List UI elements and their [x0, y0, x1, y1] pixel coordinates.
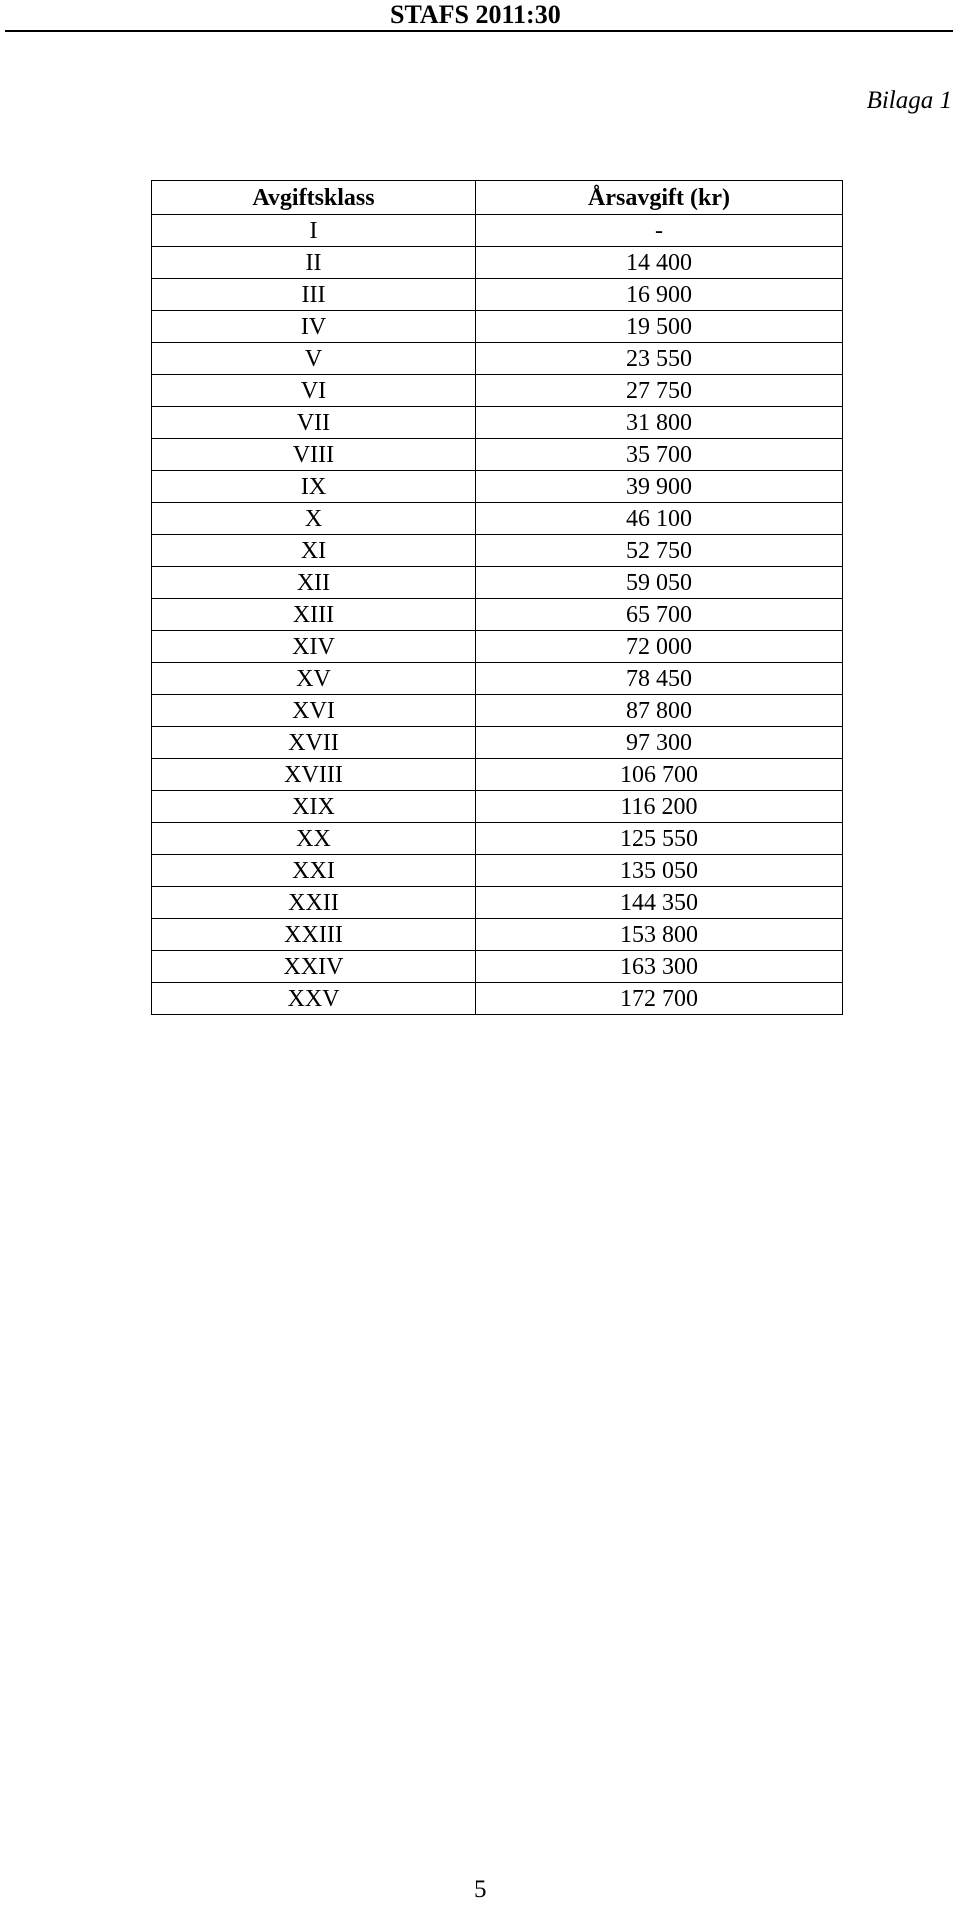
fee-class-cell: X	[152, 503, 476, 535]
table-row	[152, 983, 843, 1015]
annual-fee-cell: 106 700	[476, 759, 843, 791]
table-row	[152, 791, 843, 823]
annual-fee-cell: 72 000	[476, 631, 843, 663]
table-row	[152, 439, 843, 471]
table-row	[152, 919, 843, 951]
annual-fee-cell: -	[476, 215, 843, 247]
header-divider	[5, 30, 953, 32]
annual-fee-cell: 59 050	[476, 567, 843, 599]
annual-fee-cell: 78 450	[476, 663, 843, 695]
annual-fee-cell: 52 750	[476, 535, 843, 567]
fee-class-cell: V	[152, 343, 476, 375]
document-header-title: STAFS 2011:30	[390, 0, 561, 29]
annual-fee-cell: 35 700	[476, 439, 843, 471]
table-row	[152, 215, 843, 247]
table-row	[152, 567, 843, 599]
table-row	[152, 471, 843, 503]
table-row	[152, 375, 843, 407]
table-row	[152, 823, 843, 855]
annual-fee-cell: 125 550	[476, 823, 843, 855]
table-row	[152, 503, 843, 535]
annual-fee-cell: 23 550	[476, 343, 843, 375]
table-row	[152, 695, 843, 727]
annual-fee-cell: 14 400	[476, 247, 843, 279]
table-row	[152, 311, 843, 343]
table-row	[152, 663, 843, 695]
fee-class-cell: VII	[152, 407, 476, 439]
fee-class-cell: XI	[152, 535, 476, 567]
table-row	[152, 631, 843, 663]
annual-fee-cell: 163 300	[476, 951, 843, 983]
column-header-fee-class: Avgiftsklass	[152, 181, 476, 215]
table-row	[152, 727, 843, 759]
annual-fee-cell: 172 700	[476, 983, 843, 1015]
annual-fee-cell: 31 800	[476, 407, 843, 439]
table-row	[152, 343, 843, 375]
annual-fee-cell: 46 100	[476, 503, 843, 535]
table-row	[152, 247, 843, 279]
table-row	[152, 855, 843, 887]
fee-table	[151, 180, 843, 1015]
annual-fee-cell: 19 500	[476, 311, 843, 343]
annual-fee-cell: 144 350	[476, 887, 843, 919]
fee-class-cell: XXII	[152, 887, 476, 919]
table-header-row	[152, 181, 843, 215]
fee-class-cell: XX	[152, 823, 476, 855]
table-row	[152, 951, 843, 983]
annual-fee-cell: 153 800	[476, 919, 843, 951]
annual-fee-cell: 16 900	[476, 279, 843, 311]
table-row	[152, 407, 843, 439]
annual-fee-cell: 27 750	[476, 375, 843, 407]
appendix-label: Bilaga 1	[866, 87, 952, 114]
fee-class-cell: VI	[152, 375, 476, 407]
fee-class-cell: XXIV	[152, 951, 476, 983]
table-row	[152, 599, 843, 631]
fee-class-cell: XVI	[152, 695, 476, 727]
page-number: 5	[474, 1876, 487, 1903]
annual-fee-cell: 116 200	[476, 791, 843, 823]
fee-class-cell: I	[152, 215, 476, 247]
fee-table-body	[152, 215, 843, 1015]
fee-class-cell: XVIII	[152, 759, 476, 791]
fee-class-cell: XXV	[152, 983, 476, 1015]
fee-class-cell: XIV	[152, 631, 476, 663]
fee-class-cell: III	[152, 279, 476, 311]
annual-fee-cell: 97 300	[476, 727, 843, 759]
fee-class-cell: XII	[152, 567, 476, 599]
table-row	[152, 535, 843, 567]
fee-class-cell: XXIII	[152, 919, 476, 951]
column-header-annual-fee: Årsavgift (kr)	[476, 181, 843, 215]
table-row	[152, 279, 843, 311]
annual-fee-cell: 65 700	[476, 599, 843, 631]
fee-class-cell: XIX	[152, 791, 476, 823]
annual-fee-cell: 39 900	[476, 471, 843, 503]
fee-class-cell: IX	[152, 471, 476, 503]
fee-class-cell: XVII	[152, 727, 476, 759]
fee-class-cell: XXI	[152, 855, 476, 887]
fee-class-cell: XIII	[152, 599, 476, 631]
table-row	[152, 887, 843, 919]
table-row	[152, 759, 843, 791]
annual-fee-cell: 135 050	[476, 855, 843, 887]
fee-class-cell: VIII	[152, 439, 476, 471]
fee-class-cell: II	[152, 247, 476, 279]
fee-class-cell: XV	[152, 663, 476, 695]
fee-class-cell: IV	[152, 311, 476, 343]
annual-fee-cell: 87 800	[476, 695, 843, 727]
